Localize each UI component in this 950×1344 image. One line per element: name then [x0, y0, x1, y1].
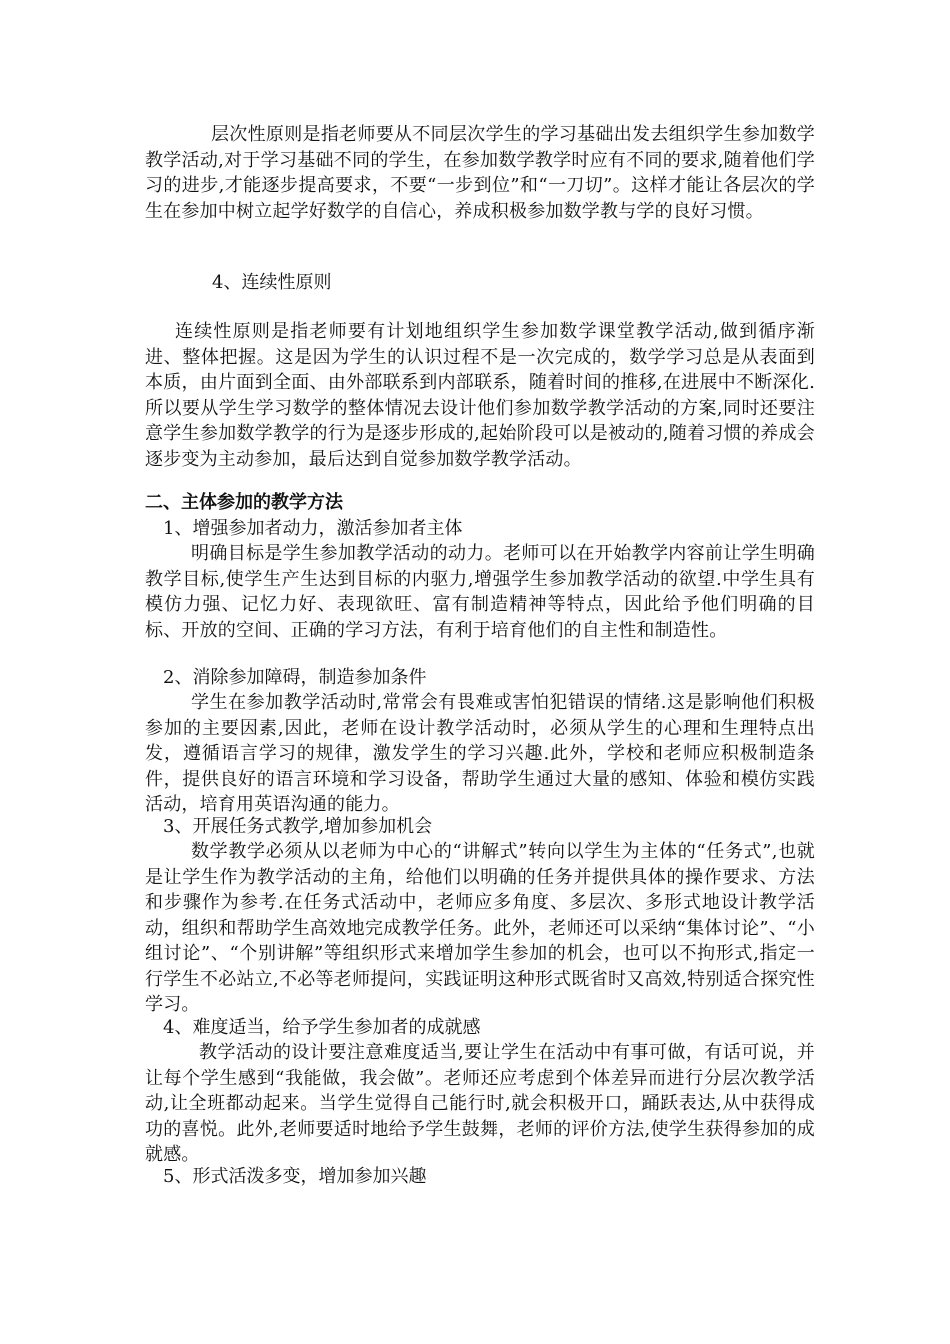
paragraph-continuity-principle: 连续性原则是指老师要有计划地组织学生参加数学课堂教学活动,做到循序渐进、整体把握。这是因为学生的认识过程不是一次完成的，数学学习总是从表面到本质，由片面到全面、由外部联系到内部联系，随着时间的推移,在进展中不断深化.所以要从学生学习数学的整体情况去设计他们参加数学教学活动的方案,同时还要注意学生参加数学教学的行为是逐步形成的,起始阶段可以是被动的,随着习惯的养成会逐步变为主动参加，最后达到自觉参加数学教学活动。: [145, 321, 815, 470]
item-3-body: 数学教学必须从以老师为中心的“讲解式”转向以学生为主体的“任务式”,也就是让学生作为教学活动的主角，给他们以明确的任务并提供具体的操作要求、方法和步骤作为参考.在任务式活动中，老师应多角度、多层次、多形式地设计教学活动，组织和帮助学生高效地完成教学任务。此外，老师还可以采纳“集体讨论”、“小组讨论”、“个别讲解”等组织形式来增加学生参加的机会，也可以不拘形式,指定一行学生不必站立,不必等老师提问，实践证明这种形式既省时又高效,特别适合探究性学习。: [145, 841, 815, 1015]
item-4-title: 4、难度适当，给予学生参加者的成就感: [163, 1017, 481, 1038]
item-1-title: 1、增强参加者动力，激活参加者主体: [163, 518, 463, 539]
item-1-body: 明确目标是学生参加教学活动的动力。老师可以在开始教学内容前让学生明确教学目标,使学生产生达到目标的内驱力,增强学生参加教学活动的欲望.中学生具有模仿力强、记忆力好、表现欲旺、富有制造精神等特点，因此给予他们明确的目标、开放的空间、正确的学习方法，有利于培育他们的自主性和制造性。: [145, 543, 815, 641]
item-2-body: 学生在参加教学活动时,常常会有畏难或害怕犯错误的情绪.这是影响他们积极参加的主要因素,因此，老师在设计教学活动时，必须从学生的心理和生理特点出发，遵循语言学习的规律，激发学生的学习兴趣.此外，学校和老师应积极制造条件，提供良好的语言环境和学习设备，帮助学生通过大量的感知、体验和模仿实践活动，培育用英语沟通的能力。: [145, 692, 815, 815]
item-5-title: 5、形式活泼多变，增加参加兴趣: [163, 1166, 427, 1187]
subheading-continuity-principle: 4、连续性原则: [212, 272, 332, 293]
item-4-body: 教学活动的设计要注意难度适当,要让学生在活动中有事可做，有话可说，并让每个学生感到“我能做，我会做”。老师还应考虑到个体差异而进行分层次教学活动,让全班都动起来。当学生觉得自己能行时,就会积极开口，踊跃表达,从中获得成功的喜悦。此外,老师要适时地给予学生鼓舞，老师的评价方法,使学生获得参加的成就感。: [145, 1042, 815, 1165]
paragraph-hierarchy-principle: 层次性原则是指老师要从不同层次学生的学习基础出发去组织学生参加数学教学活动,对于学习基础不同的学生，在参加数学教学时应有不同的要求,随着他们学习的进步,才能逐步提高要求，不要“一步到位”和“一刀切”。这样才能让各层次的学生在参加中树立起学好数学的自信心，养成积极参加数学教与学的良好习惯。: [145, 124, 815, 222]
section-title-teaching-methods: 二、主体参加的教学方法: [145, 492, 343, 513]
item-2-title: 2、消除参加障碍，制造参加条件: [163, 667, 427, 688]
item-3-title: 3、开展任务式教学,增加参加机会: [163, 816, 433, 837]
